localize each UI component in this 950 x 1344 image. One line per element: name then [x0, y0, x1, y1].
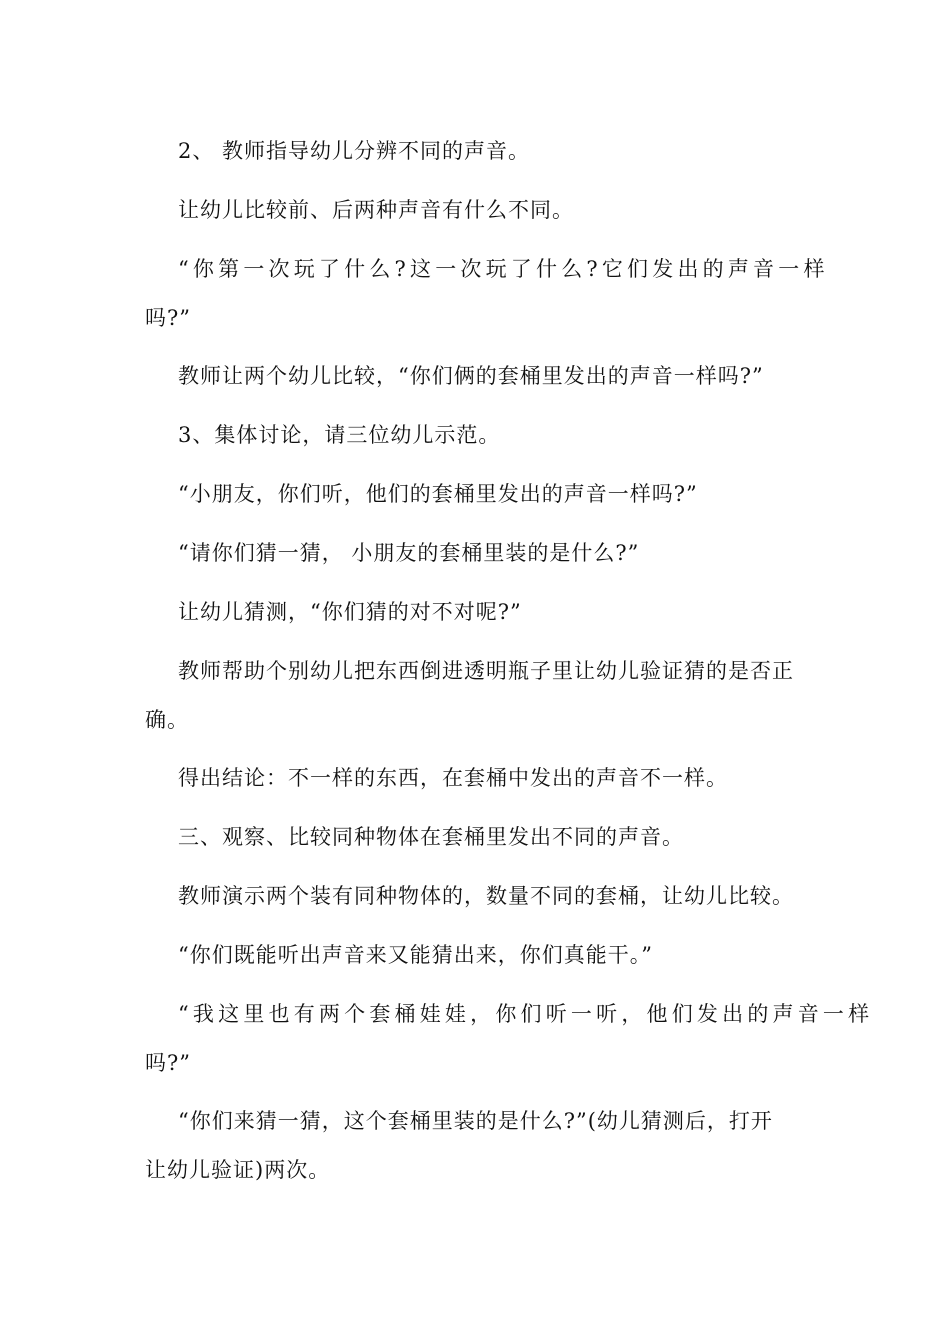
paragraph-teacher-demo: 教师演示两个装有同种物体的，数量不同的套桶，让幼儿比较。	[178, 884, 794, 908]
paragraph-quote-first-play-continued: 吗?”	[145, 306, 191, 330]
paragraph-teacher-compare: 教师让两个幼儿比较，“你们俩的套桶里发出的声音一样吗?”	[178, 364, 764, 388]
paragraph-children-guess: 让幼儿猜测，“你们猜的对不对呢?”	[178, 600, 522, 624]
paragraph-quote-guess: “请你们猜一猜， 小朋友的套桶里装的是什么?”	[178, 541, 640, 565]
paragraph-conclusion: 得出结论：不一样的东西，在套桶中发出的声音不一样。	[178, 766, 728, 790]
paragraph-teacher-help: 教师帮助个别幼儿把东西倒进透明瓶子里让幼儿验证猜的是否正	[178, 659, 794, 683]
paragraph-quote-praise: “你们既能听出声音来又能猜出来，你们真能干。”	[178, 943, 653, 967]
paragraph-teacher-help-continued: 确。	[145, 708, 189, 732]
paragraph-quote-first-play: “你第一次玩了什么?这一次玩了什么?它们发出的声音一样	[178, 257, 829, 281]
paragraph-quote-two-dolls: “我这里也有两个套桶娃娃，你们听一听，他们发出的声音一样	[178, 1002, 874, 1026]
paragraph-compare-sounds: 让幼儿比较前、后两种声音有什么不同。	[178, 198, 574, 222]
paragraph-quote-listen: “小朋友，你们听，他们的套桶里发出的声音一样吗?”	[178, 482, 698, 506]
paragraph-section-3: 三、观察、比较同种物体在套桶里发出不同的声音。	[178, 825, 684, 849]
paragraph-quote-two-dolls-continued: 吗?”	[145, 1051, 191, 1075]
paragraph-step-3: 3、集体讨论，请三位幼儿示范。	[178, 423, 501, 447]
paragraph-quote-guess-contents-continued: 让幼儿验证)两次。	[145, 1158, 331, 1182]
paragraph-step-2: 2、 教师指导幼儿分辨不同的声音。	[178, 139, 531, 163]
paragraph-quote-guess-contents: “你们来猜一猜，这个套桶里装的是什么?”(幼儿猜测后，打开	[178, 1109, 773, 1133]
